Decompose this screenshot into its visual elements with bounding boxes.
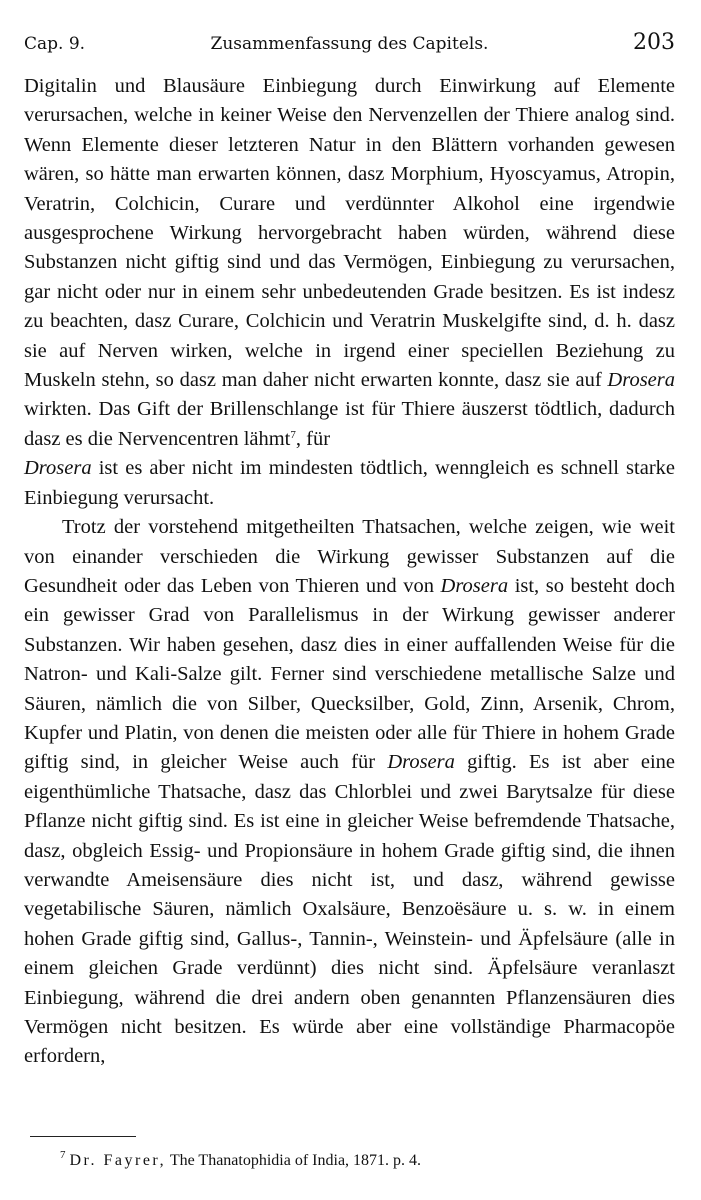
chapter-label: Cap. 9. bbox=[24, 34, 86, 54]
footnote-author: Dr. Fayrer, bbox=[69, 1152, 167, 1169]
paragraph-1-text-c: , für bbox=[295, 427, 331, 450]
footnote-reference: 7 bbox=[290, 428, 296, 441]
footnote-marker: 7 bbox=[60, 1149, 66, 1161]
footnote-divider bbox=[30, 1136, 136, 1137]
running-header bbox=[24, 30, 675, 60]
species-name: Drosera bbox=[24, 457, 92, 480]
paragraph-1-text-d: ist es aber nicht im mindesten tödtlich, wenngleich es schnell starke Einbiegung verursacht. bbox=[24, 457, 676, 509]
paragraph-1-text-a: Digitalin und Blausäure Einbiegung durch Einwirkung auf Elemente verursachen, welche in keiner Weise den Nervenzellen der Thiere analog sind. Wenn Elemente dieser letzteren Natur in den Blättern vorhanden gewesen wären, so hätte man erwarten können, dasz Morphium, Hyoscyamus, Atropin, Veratrin, Colchicin, Curare und verdünnter Alkohol eine irgendwie ausgesprochene Wirkung hervorgebracht haben würden, während diese Substanzen nicht giftig sind und das Vermögen, Einbiegung zu verursachen, gar nicht oder nur in einem sehr unbedeutenden Grade besitzen. Es ist indesz zu beachten, dasz Curare, Colchicin und Veratrin Muskelgifte sind, d. h. dasz sie auf Nerven wirken, welche in irgend einer speciellen Beziehung zu Muskeln stehn, so dasz man daher nicht erwarten konnte, dasz sie auf bbox=[24, 75, 675, 392]
page-number: 203 bbox=[633, 30, 675, 55]
running-title: Zusammenfassung des Capitels. bbox=[210, 34, 489, 54]
species-name: Drosera bbox=[440, 574, 509, 597]
species-name: Drosera bbox=[607, 369, 675, 392]
paragraph-1-text-b: wirkten. Das Gift der Brillenschlange ist für Thiere äuszerst tödtlich, dadurch dasz es die Nervencentren lähmt bbox=[24, 398, 675, 450]
species-name: Drosera bbox=[387, 751, 455, 774]
paragraph-1 bbox=[24, 72, 675, 513]
footnote-text: The Thanatophidia of India, 1871. p. 4. bbox=[169, 1152, 422, 1169]
main-text bbox=[24, 72, 675, 1072]
paragraph-2-text-b: ist, so besteht doch ein gewisser Grad von Parallelismus in der Wirkung gewisser anderer Substanzen. Wir haben gesehen, dasz dies in einer auffallenden Weise für die Natron- und Kali-Salze gilt. Ferner sind verschiedene metallische Salze und Säuren, nämlich die von Silber, Quecksilber, Gold, Zinn, Arsenik, Chrom, Kupfer und Platin, von denen die meisten oder alle für Thiere in hohem Grade giftig sind, in gleicher Weise auch für bbox=[24, 574, 676, 774]
paragraph-2-text-c: giftig. Es ist aber eine eigenthümliche Thatsache, dasz das Chlorblei und zwei Barytsalze für diese Pflanze nicht giftig sind. Es ist eine in gleicher Weise befremdende Thatsache, dasz, obgleich Essig- und Propionsäure in hohem Grade giftig sind, die ihnen verwandte Ameisensäure dies nicht ist, und dasz, während gewisse vegetabilische Säuren, nämlich Oxalsäure, Benzoësäure u. s. w. in einem hohen Grade giftig sind, Gallus-, Tannin-, Weinstein- und Äpfelsäure (alle in einem gleichen Grade verdünnt) dies nicht sind. Äpfelsäure veranlaszt Einbiegung, während die drei andern oben genannten Pflanzensäuren dies Vermögen nicht besitzen. Es würde aber eine vollständige Pharmacopöe erfordern, bbox=[24, 751, 676, 1068]
paragraph-2 bbox=[24, 513, 675, 1072]
paragraph-2-text-a: Trotz der vorstehend mitgetheilten Thatsachen, welche zeigen, wie weit von einander verschieden die Wirkung gewisser Substanzen auf die Gesundheit oder das Leben von Thieren und von bbox=[24, 516, 675, 597]
footnote bbox=[60, 1149, 422, 1170]
